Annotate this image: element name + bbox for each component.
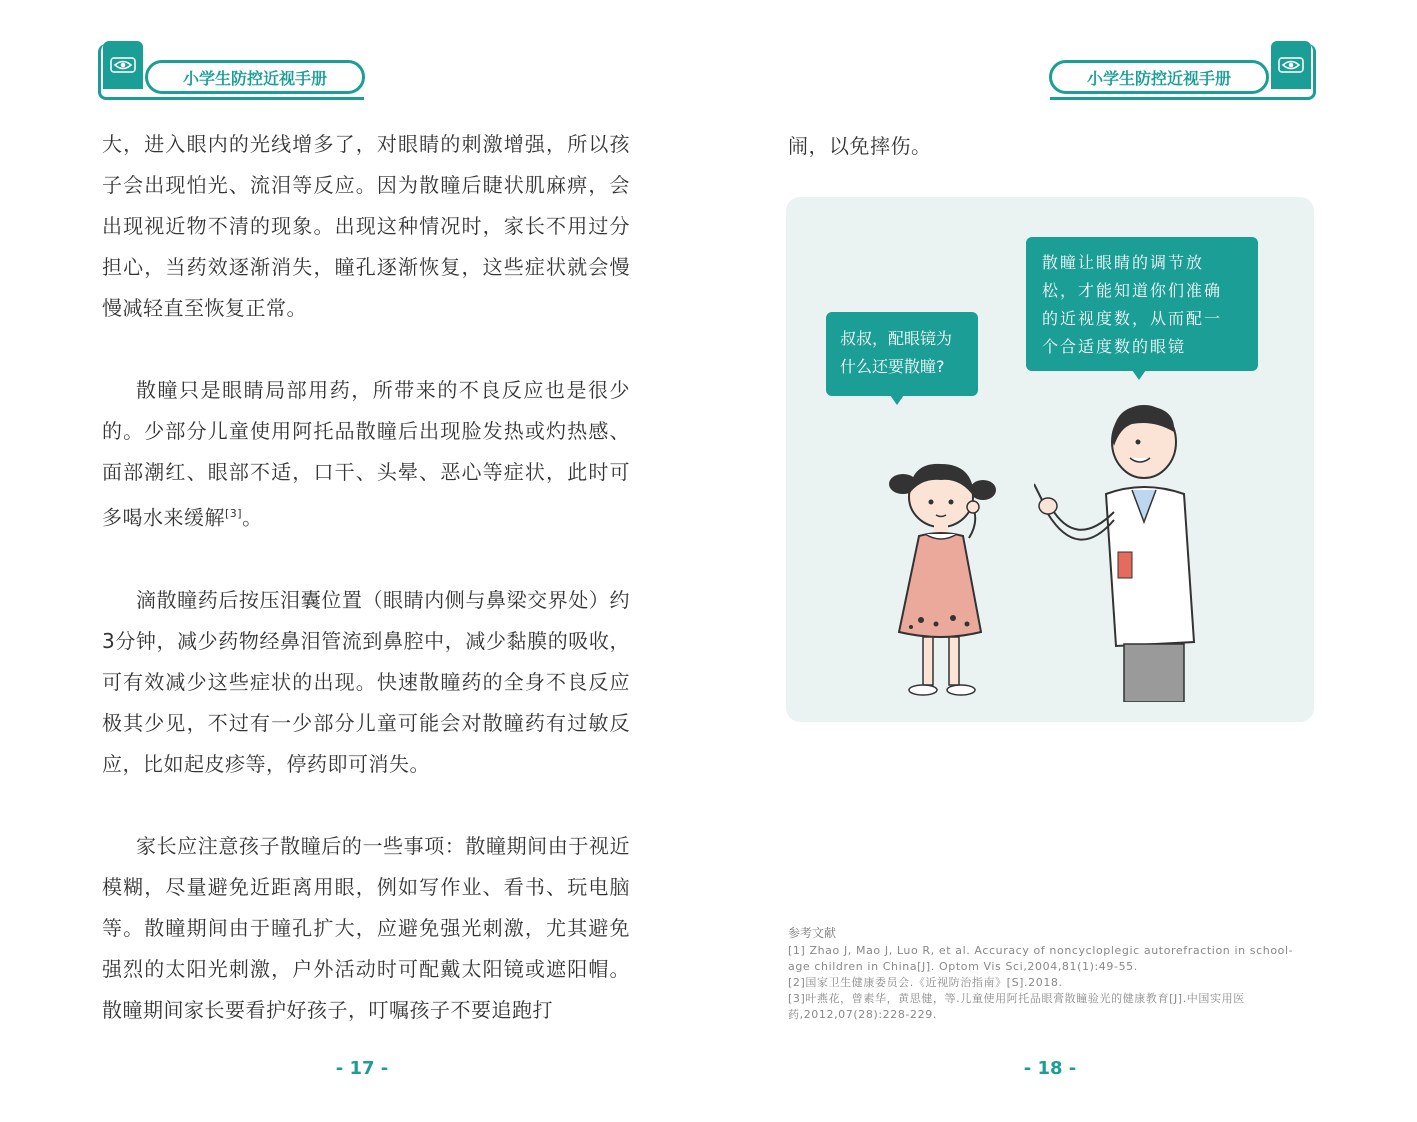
girl-illustration bbox=[881, 452, 1001, 702]
reference-item: [2]国家卫生健康委员会.《近视防治指南》[S].2018. bbox=[788, 976, 1063, 989]
bubble-line: 叔叔，配眼镜为 bbox=[840, 329, 953, 348]
text-line: 大，进入眼内的光线增多了，对眼睛的刺激增强，所以孩 bbox=[102, 132, 630, 156]
bubble-line: 个合适度数的眼镜 bbox=[1042, 337, 1187, 356]
page-number: - 17 - bbox=[335, 1058, 389, 1079]
text-line: 收，可有效减少这些症状的出现。快速散瞳药的全身不良 bbox=[102, 628, 630, 694]
text-line: 反应极其少见，不过有一少部分儿童可能会对散瞳药有过 bbox=[102, 669, 631, 735]
continuation-text: 闹，以免摔伤。 bbox=[788, 134, 932, 158]
references-title: 参考文献 bbox=[788, 926, 837, 940]
illustration-panel bbox=[786, 197, 1314, 722]
header-title: 小学生防控近视手册 bbox=[1049, 60, 1269, 94]
reference-item: [3]叶燕花，曾素华，黄思健，等.儿童使用阿托品眼膏散瞳验光的健康教育[J].中国实用医药,2012,07(28):228-229. bbox=[788, 992, 1245, 1021]
text-line: 近模糊，尽量避免近距离用眼，例如写作业、看书、玩电 bbox=[102, 833, 630, 899]
text-line: 敏反应，比如起皮疹等，停药即可消失。 bbox=[102, 710, 631, 776]
doctor-illustration bbox=[1034, 402, 1214, 702]
text-line: 免强烈的太阳光刺激，户外活动时可配戴太阳镜或遮阳 bbox=[102, 915, 630, 981]
paragraph bbox=[102, 580, 630, 785]
text-line: 脑等。散瞳期间由于瞳孔扩大，应避免强光刺激，尤其避 bbox=[102, 874, 630, 940]
text-line: 。 bbox=[242, 505, 263, 530]
header-title: 小学生防控近视手册 bbox=[145, 60, 365, 94]
text-line: 面部潮红、眼部不适，口干、头晕、恶心等症状，此时可 bbox=[102, 460, 630, 484]
text-line: 滴散瞳药后按压泪囊位置（眼睛内侧与鼻梁交界处） bbox=[136, 587, 610, 612]
right-page bbox=[708, 0, 1417, 1122]
text-line: 散瞳只是眼睛局部用药，所带来的不良反应也是很少 bbox=[136, 378, 630, 402]
paragraph bbox=[102, 124, 630, 329]
eye-icon bbox=[1271, 41, 1311, 89]
paragraph bbox=[102, 370, 630, 539]
citation: [3] bbox=[225, 507, 243, 520]
text-line: 子会出现怕光、流泪等反应。因为散瞳后睫状肌麻痹，会 bbox=[102, 173, 630, 197]
bubble-line: 什么还要散瞳? bbox=[840, 357, 945, 376]
text-line: 担心，当药效逐渐消失，瞳孔逐渐恢复，这些症状就会慢 bbox=[102, 255, 630, 279]
page-number: - 18 - bbox=[1023, 1058, 1077, 1079]
doctor-speech-bubble bbox=[1026, 237, 1258, 371]
reference-item: [1] Zhao J, Mao J, Luo R, et al. Accuracy of noncycloplegic autorefraction in school-age children in China[J]. Optom Vis Sci,2004,81(1):49-55. bbox=[788, 944, 1294, 973]
text-line: 慢减轻直至恢复正常。 bbox=[102, 296, 307, 320]
references bbox=[788, 925, 1312, 1023]
text-line: 约3分钟，减少药物经鼻泪管流到鼻腔中，减少黏膜的吸 bbox=[102, 587, 630, 653]
text-line: 出现视近物不清的现象。出现这种情况时，家长不用过分 bbox=[102, 214, 630, 238]
text-line: 帽。散瞳期间家长要看护好孩子，叮嘱孩子不要追跑打 bbox=[102, 956, 631, 1022]
bubble-line: 松，才能知道你们准确 bbox=[1042, 281, 1223, 300]
bubble-line: 散瞳让眼睛的调节放 bbox=[1042, 253, 1205, 272]
header-tab bbox=[1050, 44, 1316, 100]
header-tab bbox=[98, 44, 364, 100]
body-text bbox=[102, 124, 630, 1031]
eye-icon bbox=[103, 41, 143, 89]
bubble-line: 的近视度数，从而配一 bbox=[1042, 309, 1223, 328]
text-line: 的。少部分儿童使用阿托品散瞳后出现脸发热或灼热感、 bbox=[102, 419, 630, 443]
girl-speech-bubble bbox=[826, 312, 978, 396]
left-page bbox=[0, 0, 708, 1122]
text-line: 多喝水来缓解 bbox=[102, 505, 225, 530]
text-line: 家长应注意孩子散瞳后的一些事项：散瞳期间由于视 bbox=[136, 833, 610, 858]
paragraph bbox=[102, 826, 630, 1031]
